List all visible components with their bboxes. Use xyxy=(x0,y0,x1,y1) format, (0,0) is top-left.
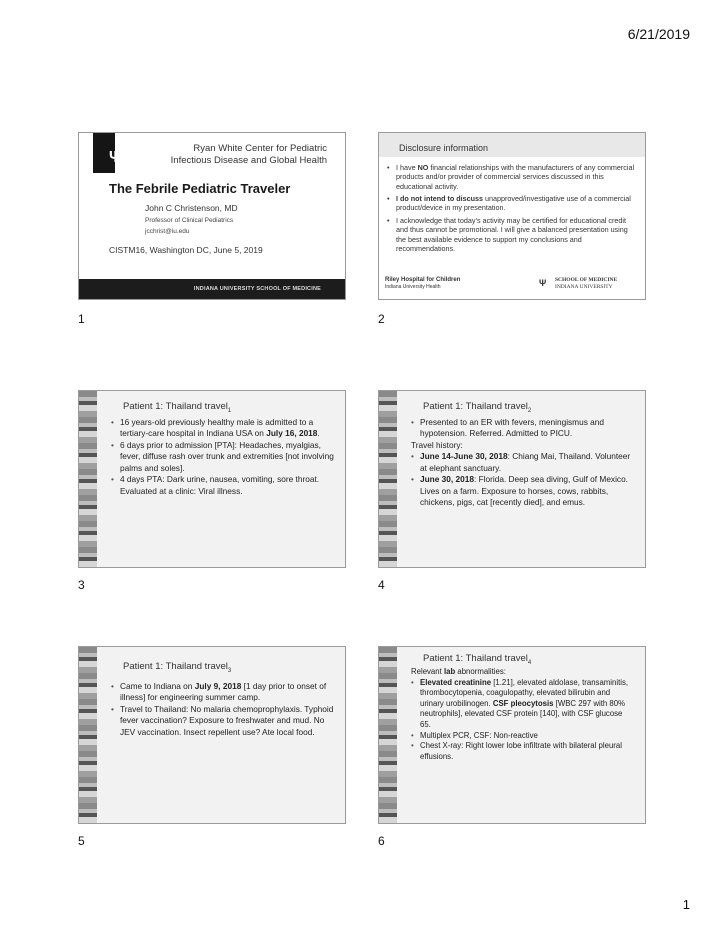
list-item: • Multiplex PCR, CSF: Non-reactive xyxy=(411,731,635,742)
slide-body xyxy=(411,667,635,762)
logos-row xyxy=(379,277,645,293)
list-item: • Presented to an ER with fevers, meningismus and hypotension. Referred. Admitted to PICU. xyxy=(411,417,635,440)
iu-trident-icon: Ψ xyxy=(539,278,547,288)
school-of-medicine-logo: SCHOOL OF MEDICINE INDIANA UNIVERSITY xyxy=(555,277,618,290)
list-item: • Elevated creatinine [1.21], elevated aldolase, transaminitis, thrombocytopenia, coagulopathy, elevated bilirubin and urinary urobilinogen. CSF pleocytosis [WBC 297 with 80% neutrophils], elevated CSF protein [140], with CSF glucose 65. xyxy=(411,678,635,731)
page-number: 1 xyxy=(682,897,690,912)
iu-trident-icon: Ψ xyxy=(109,149,122,166)
author-name: John C Christenson, MD xyxy=(145,203,238,213)
list-item: • June 30, 2018: Florida. Deep sea diving, Gulf of Mexico. Lives on a farm. Exposure to horses, cows, rabbits, chickens, pigs, cat [recently died], and emus. xyxy=(411,474,635,508)
slide-title: Patient 1: Thailand travel$_2$ xyxy=(423,401,532,414)
slide-number-6: 6 xyxy=(378,834,385,848)
slide-number-3: 3 xyxy=(78,578,85,592)
list-item: • Came to Indiana on July 9, 2018 [1 day prior to onset of illness] for engineering summer camp. xyxy=(111,681,335,704)
decorative-stripe xyxy=(79,391,97,567)
list-item: • 6 days prior to admission [PTA]: Headaches, myalgias, fever, diffuse rash over trunk and extremities [not involving palms and soles]. xyxy=(111,440,335,474)
travel-history-label: Travel history: xyxy=(411,439,463,450)
list-item: • I do not intend to discuss unapproved/investigative use of a commercial product/device in my presentation. xyxy=(387,194,639,213)
slide-number-1: 1 xyxy=(78,312,85,326)
slide-title: Disclosure information xyxy=(399,143,489,153)
slide-body xyxy=(111,681,335,738)
slide-number-5: 5 xyxy=(78,834,85,848)
slide-5-patient-travel-3 xyxy=(78,646,346,824)
event-info: CISTM16, Washington DC, June 5, 2019 xyxy=(109,245,263,255)
labs-intro: Relevant lab abnormalities: xyxy=(411,667,506,676)
author-role: Professor of Clinical Pediatrics xyxy=(145,217,234,224)
slide-4-patient-travel-2 xyxy=(378,390,646,568)
school-footer: INDIANA UNIVERSITY SCHOOL OF MEDICINE xyxy=(79,279,345,299)
slide-header-band xyxy=(379,133,645,157)
iu-logo-bar xyxy=(93,133,122,173)
list-item: • 4 days PTA: Dark urine, nausea, vomiting, sore throat. Evaluated at a clinic: Viral illness. xyxy=(111,474,335,497)
slide-number-2: 2 xyxy=(378,312,385,326)
slide-1-title xyxy=(78,132,346,300)
list-item: • Chest X-ray: Right lower lobe infiltrate with bilateral pleural effusions. xyxy=(411,741,635,762)
slide-6-patient-labs xyxy=(378,646,646,824)
disclosure-list xyxy=(387,163,639,256)
slide-body xyxy=(111,417,335,497)
list-item: • June 14-June 30, 2018: Chiang Mai, Thailand. Volunteer at elephant sanctuary. xyxy=(411,451,635,474)
presentation-title: The Febrile Pediatric Traveler xyxy=(109,181,291,196)
author-email: jcchrist@iu.edu xyxy=(145,228,190,235)
slide-number-4: 4 xyxy=(378,578,385,592)
slide-3-patient-travel-1 xyxy=(78,390,346,568)
list-item: • I have NO financial relationships with the manufacturers of any commercial products and/or provider of commercial services discussed in this educational activity. xyxy=(387,163,639,191)
slide-title: Patient 1: Thailand travel$_3$ xyxy=(123,661,232,674)
page-date: 6/21/2019 xyxy=(627,26,690,42)
decorative-stripe xyxy=(379,391,397,567)
decorative-stripe xyxy=(379,647,397,823)
slide-title: Patient 1: Thailand travel$_1$ xyxy=(123,401,232,414)
slide-body xyxy=(411,417,635,509)
slide-title: Patient 1: Thailand travel$_4$ xyxy=(423,653,532,666)
list-item: • 16 years-old previously healthy male is admitted to a tertiary-care hospital in Indiana USA on July 16, 2018. xyxy=(111,417,335,440)
decorative-stripe xyxy=(79,647,97,823)
organization-name: Ryan White Center for Pediatric Infectious Disease and Global Health xyxy=(170,143,327,166)
slide-2-disclosure xyxy=(378,132,646,300)
list-item: • Travel to Thailand: No malaria chemoprophylaxis. Typhoid fever vaccination? Exposure to freshwater and mud. No JEV vaccination. Insect repellent use? Ate local food. xyxy=(111,704,335,738)
list-item: • I acknowledge that today’s activity may be certified for educational credit and thus cannot be promotional. I will give a balanced presentation using the best available evidence to support my conclusions and recommendations. xyxy=(387,216,639,253)
riley-hospital-logo: Riley Hospital for Children Indiana University Health xyxy=(385,277,461,291)
